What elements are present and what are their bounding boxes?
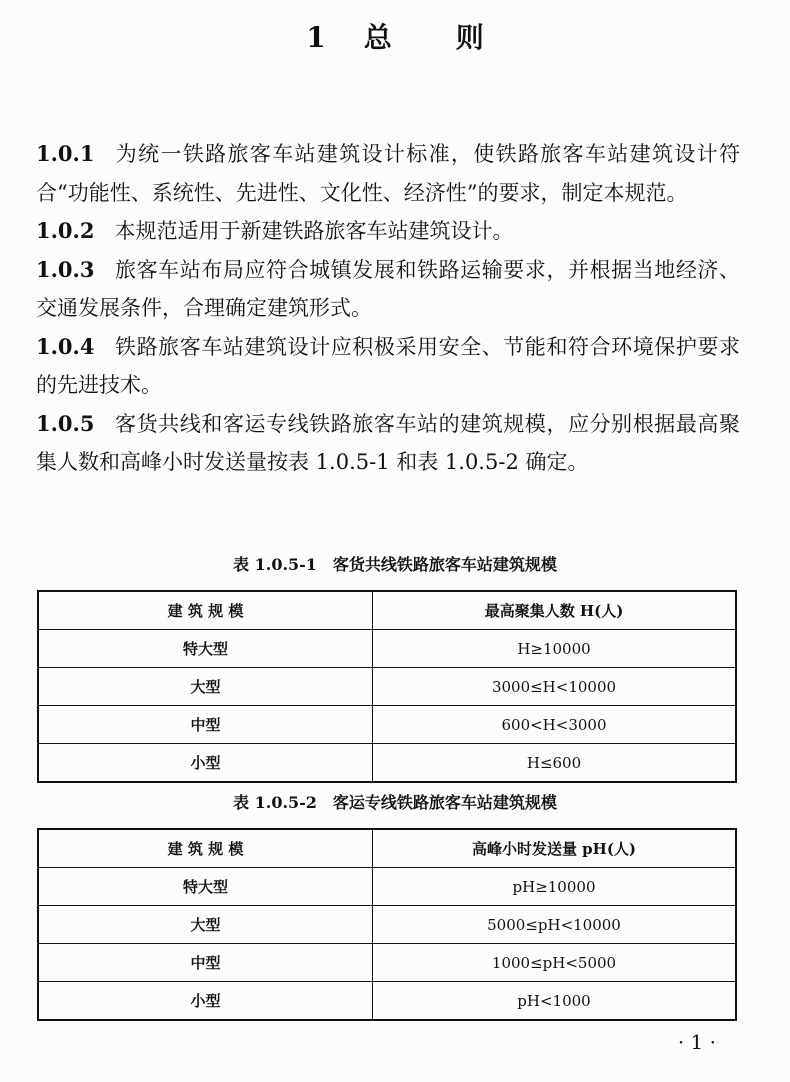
- clause-1-0-5: [36, 405, 740, 482]
- table-header-row: [38, 829, 736, 868]
- chapter-title: [0, 18, 790, 58]
- table-header-row: [38, 591, 736, 630]
- table-cell: 大型: [38, 668, 373, 706]
- clause-number: 1.0.3: [36, 256, 95, 282]
- table-cell: H≤600: [373, 744, 737, 783]
- clause-text: 旅客车站布局应符合城镇发展和铁路运输要求，并根据当地经济、交通发展条件，合理确定建筑形式。: [36, 257, 740, 320]
- table-cell: 5000≤pH<10000: [373, 906, 737, 944]
- clauses-section: [36, 135, 740, 482]
- table-header-cell: 建 筑 规 模: [38, 829, 373, 868]
- clause-text: 为统一铁路旅客车站建筑设计标准，使铁路旅客车站建筑设计符合“功能性、系统性、先进性、文化性、经济性”的要求，制定本规范。: [36, 142, 740, 205]
- table-cell: 中型: [38, 706, 373, 744]
- table-cell: 特大型: [38, 630, 373, 668]
- clause-text: 本规范适用于新建铁路旅客车站建筑设计。: [114, 219, 514, 243]
- chapter-number: 1: [306, 21, 326, 54]
- clause-text: 客货共线和客运专线铁路旅客车站的建筑规模，应分别根据最高聚集人数和高峰小时发送量按表 1.0.5-1 和表 1.0.5-2 确定。: [36, 411, 740, 474]
- table-cell: pH<1000: [373, 982, 737, 1021]
- clause-1-0-1: [36, 135, 740, 212]
- table-row: [38, 744, 736, 783]
- clause-number: 1.0.2: [36, 218, 95, 243]
- table-header-cell: 建 筑 规 模: [38, 591, 373, 630]
- clause-1-0-4: [36, 328, 740, 405]
- clause-text: 铁路旅客车站建筑设计应积极采用安全、节能和符合环境保护要求的先进技术。: [36, 334, 740, 397]
- table-2: [37, 828, 737, 1021]
- table-cell: 大型: [38, 906, 373, 944]
- table-row: [38, 706, 736, 744]
- table-row: [38, 944, 736, 982]
- table-header-cell: 最高聚集人数 H(人): [373, 591, 737, 630]
- clause-number: 1.0.4: [36, 333, 95, 359]
- table-1-caption: 表 1.0.5-1 客货共线铁路旅客车站建筑规模: [233, 555, 557, 574]
- table-row: [38, 982, 736, 1021]
- clause-number: 1.0.1: [36, 141, 95, 166]
- table-cell: 小型: [38, 744, 373, 783]
- chapter-title-char-1: 总: [363, 21, 392, 54]
- table-1: [37, 590, 737, 783]
- table-cell: 600<H<3000: [373, 706, 737, 744]
- clause-1-0-3: [36, 251, 740, 328]
- table-2-caption: 表 1.0.5-2 客运专线铁路旅客车站建筑规模: [233, 793, 557, 812]
- table-cell: 1000≤pH<5000: [373, 944, 737, 982]
- table-cell: H≥10000: [373, 630, 737, 668]
- table-cell: 小型: [38, 982, 373, 1021]
- chapter-title-char-2: 则: [455, 21, 484, 54]
- page-number: · 1 ·: [677, 1030, 716, 1054]
- table-cell: 特大型: [38, 868, 373, 906]
- clause-1-0-2: [36, 212, 740, 251]
- table-row: [38, 868, 736, 906]
- table-row: [38, 668, 736, 706]
- table-row: [38, 630, 736, 668]
- table-row: [38, 906, 736, 944]
- table-cell: pH≥10000: [373, 868, 737, 906]
- table-header-cell: 高峰小时发送量 pH(人): [373, 829, 737, 868]
- table-cell: 3000≤H<10000: [373, 668, 737, 706]
- table-cell: 中型: [38, 944, 373, 982]
- clause-number: 1.0.5: [36, 410, 95, 436]
